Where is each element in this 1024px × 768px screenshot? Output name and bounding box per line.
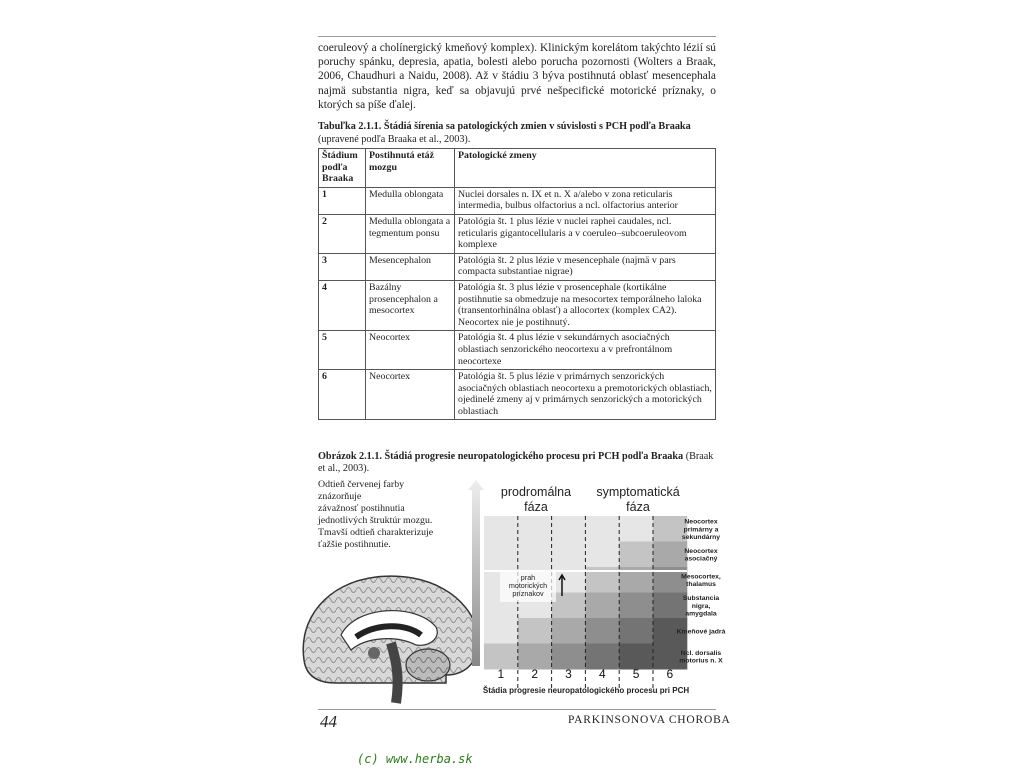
stage-cell: 2 [319, 214, 366, 253]
changes-cell: Patológia št. 5 plus lézie v primárnych senzorických asociačných oblastiach neocortexu a premotorických oblastiach, ojedinelé zmeny aj v primárnych senzorických a motorických oblastiach [455, 370, 716, 420]
stage-progression-chart [468, 478, 726, 698]
severity-cell [619, 618, 653, 644]
table-caption-title: Tabuľka 2.1.1. Štádiá šírenia sa patologických zmien v súvislosti s PCH podľa Braaka [318, 121, 691, 133]
figure-note-line: závažnosť postihnutia [318, 503, 405, 514]
severity-cell [484, 644, 518, 670]
severity-cell [552, 542, 586, 568]
stage-cell: 1 [319, 187, 366, 214]
threshold-label: motorických [508, 581, 548, 590]
severity-cell [518, 644, 552, 670]
intro-line: býva postihnutá oblasť mesencephala najmä substantia nigra, keď sa [318, 70, 716, 97]
x-axis-label: Štádia progresie neuropatologického procesu pri PCH [482, 686, 690, 695]
severity-cell [619, 542, 653, 568]
page-number: 44 [320, 712, 337, 731]
page-content [318, 36, 716, 420]
row-label: Ncl. dorsalis [680, 649, 722, 657]
stage-number: 1 [497, 667, 505, 681]
stage-cell: 3 [319, 253, 366, 280]
region-cell: Neocortex [366, 370, 455, 420]
threshold-label: prah [520, 573, 536, 582]
figure-note-line: Odtieň červenej farby [318, 479, 405, 490]
threshold-label: príznakov [512, 589, 544, 598]
region-cell: Medulla oblongata [366, 187, 455, 214]
top-rule [318, 36, 716, 37]
region-cell: Neocortex [366, 331, 455, 370]
severity-cell [585, 593, 619, 619]
table-row [319, 187, 716, 214]
severity-cell [518, 542, 552, 568]
severity-cell [552, 593, 586, 619]
intro-line: coeruleový a cholínergický kmeňový komplex). Klinickým korelátom [318, 42, 638, 54]
changes-cell: Patológia št. 4 plus lézie v sekundárnych asociačných oblastiach senzorického neocortexu a v prefrontálnom neocortexe [455, 331, 716, 370]
region-cell: Medulla oblongata a tegmentum ponsu [366, 214, 455, 253]
running-title: PARKINSONOVA CHOROBA [568, 714, 731, 726]
table-caption [318, 121, 716, 146]
severity-cell [585, 542, 619, 568]
severity-cell [585, 618, 619, 644]
changes-cell: Patológia št. 3 plus lézie v prosencephale (kortikálne postihnutie sa obmedzuje na mesocortex temporálneho laloka (transentorhinálna oblasť) a allocortex (komplex CA2). Neocortex nie je postihnutý. [455, 280, 716, 330]
region-cell: Bazálny prosencephalon a mesocortex [366, 280, 455, 330]
severity-cell [518, 516, 552, 542]
intro-line: objavujú prvé nešpecifické motorické príznaky, o ktorých sa píše ďalej. [318, 84, 716, 111]
table-row [319, 331, 716, 370]
region-cell: Mesencephalon [366, 253, 455, 280]
header-region: Postihnutá etáž mozgu [366, 149, 455, 188]
row-label: Neocortex [684, 518, 718, 526]
stage-cell: 6 [319, 370, 366, 420]
stage-number: 5 [632, 667, 640, 681]
footer-rule [318, 709, 716, 710]
header-changes: Patologické zmeny [455, 149, 716, 188]
severity-cell [619, 644, 653, 670]
severity-cell [585, 644, 619, 670]
figure-note-line: ťažšie postihnutie. [318, 539, 391, 550]
figure-caption-title: Obrázok 2.1.1. Štádiá progresie neuropatologického procesu pri PCH podľa Braaka [318, 451, 684, 462]
header-stage: Štádium podľa Braaka [319, 149, 366, 188]
row-label: Neocortex [684, 547, 718, 555]
severity-cell [518, 618, 552, 644]
stage-number: 3 [565, 667, 572, 681]
symptomatic-phase-label: symptomatická [596, 485, 680, 499]
severity-cell [619, 593, 653, 619]
intro-line: pozornosti (Wolters a Braak, 2006, Chaudhuri a Naidu, 2008). Až v štádiu 3 [318, 56, 716, 83]
row-label: asociačný [684, 555, 718, 563]
row-label: motorius n. X [679, 657, 723, 665]
row-label: Mesocortex, [681, 573, 721, 581]
row-label: Kmeňové jadrá [676, 628, 726, 636]
figure-note-line: znázorňuje [318, 491, 362, 502]
braak-stages-table [318, 148, 716, 420]
row-label: primárny a [683, 526, 719, 534]
figure-note-line: Tmavší odtieň charakterizuje [318, 527, 434, 538]
stage-number: 4 [598, 667, 606, 681]
figure-note [318, 479, 468, 551]
severity-cell [484, 516, 518, 542]
table-row [319, 253, 716, 280]
severity-arrow [468, 480, 484, 666]
symptomatic-phase-label: fáza [626, 500, 650, 514]
stage-cell: 5 [319, 331, 366, 370]
table-caption-source: (upravené podľa Braaka et al., 2003). [318, 133, 471, 145]
brain-illustration [296, 565, 486, 705]
severity-grid [484, 516, 687, 690]
table-row [319, 280, 716, 330]
severity-cell [619, 516, 653, 542]
figure-note-line: jednotlivých štruktúr mozgu. [318, 515, 433, 526]
stage-number: 6 [666, 667, 674, 681]
table-header-row [319, 149, 716, 188]
row-label: sekundárny [681, 533, 721, 541]
table-row [319, 370, 716, 420]
row-label: nigra, [691, 602, 711, 610]
stage-cell: 4 [319, 280, 366, 330]
row-label: Substancia [682, 595, 720, 603]
severity-cell [585, 516, 619, 542]
intro-line: takýchto lézií sú poruchy spánku, depresia, apatia, bolesti alebo porucha [318, 42, 717, 69]
prodromal-phase-label: prodromálna [500, 485, 572, 499]
severity-cell [552, 618, 586, 644]
severity-cell [653, 542, 687, 568]
table-row [319, 214, 716, 253]
copyright-link[interactable]: (c) www.herba.sk [357, 752, 473, 766]
row-label: amygdala [685, 610, 717, 618]
row-label: thalamus [686, 581, 716, 589]
changes-cell: Nuclei dorsales n. IX et n. X a/alebo v zona reticularis intermedia, bulbus olfactorius a ncl. olfactorius anterior [455, 187, 716, 214]
changes-cell: Patológia št. 1 plus lézie v nuclei raphei caudales, ncl. reticularis gigantocellularis a v coeruleo–subcoeruleovom komplexe [455, 214, 716, 253]
severity-cell [484, 542, 518, 568]
prodromal-phase-label: fáza [524, 500, 548, 514]
changes-cell: Patológia št. 2 plus lézie v mesencephale (najmä v pars compacta substantiae nigrae) [455, 253, 716, 280]
severity-cell [552, 516, 586, 542]
figure-caption-source: (Braak et al., 2003). [318, 451, 714, 475]
severity-cell [552, 644, 586, 670]
figure-caption [318, 451, 718, 476]
stage-number: 2 [531, 667, 539, 681]
intro-paragraph [318, 41, 716, 112]
severity-cell [484, 618, 518, 644]
